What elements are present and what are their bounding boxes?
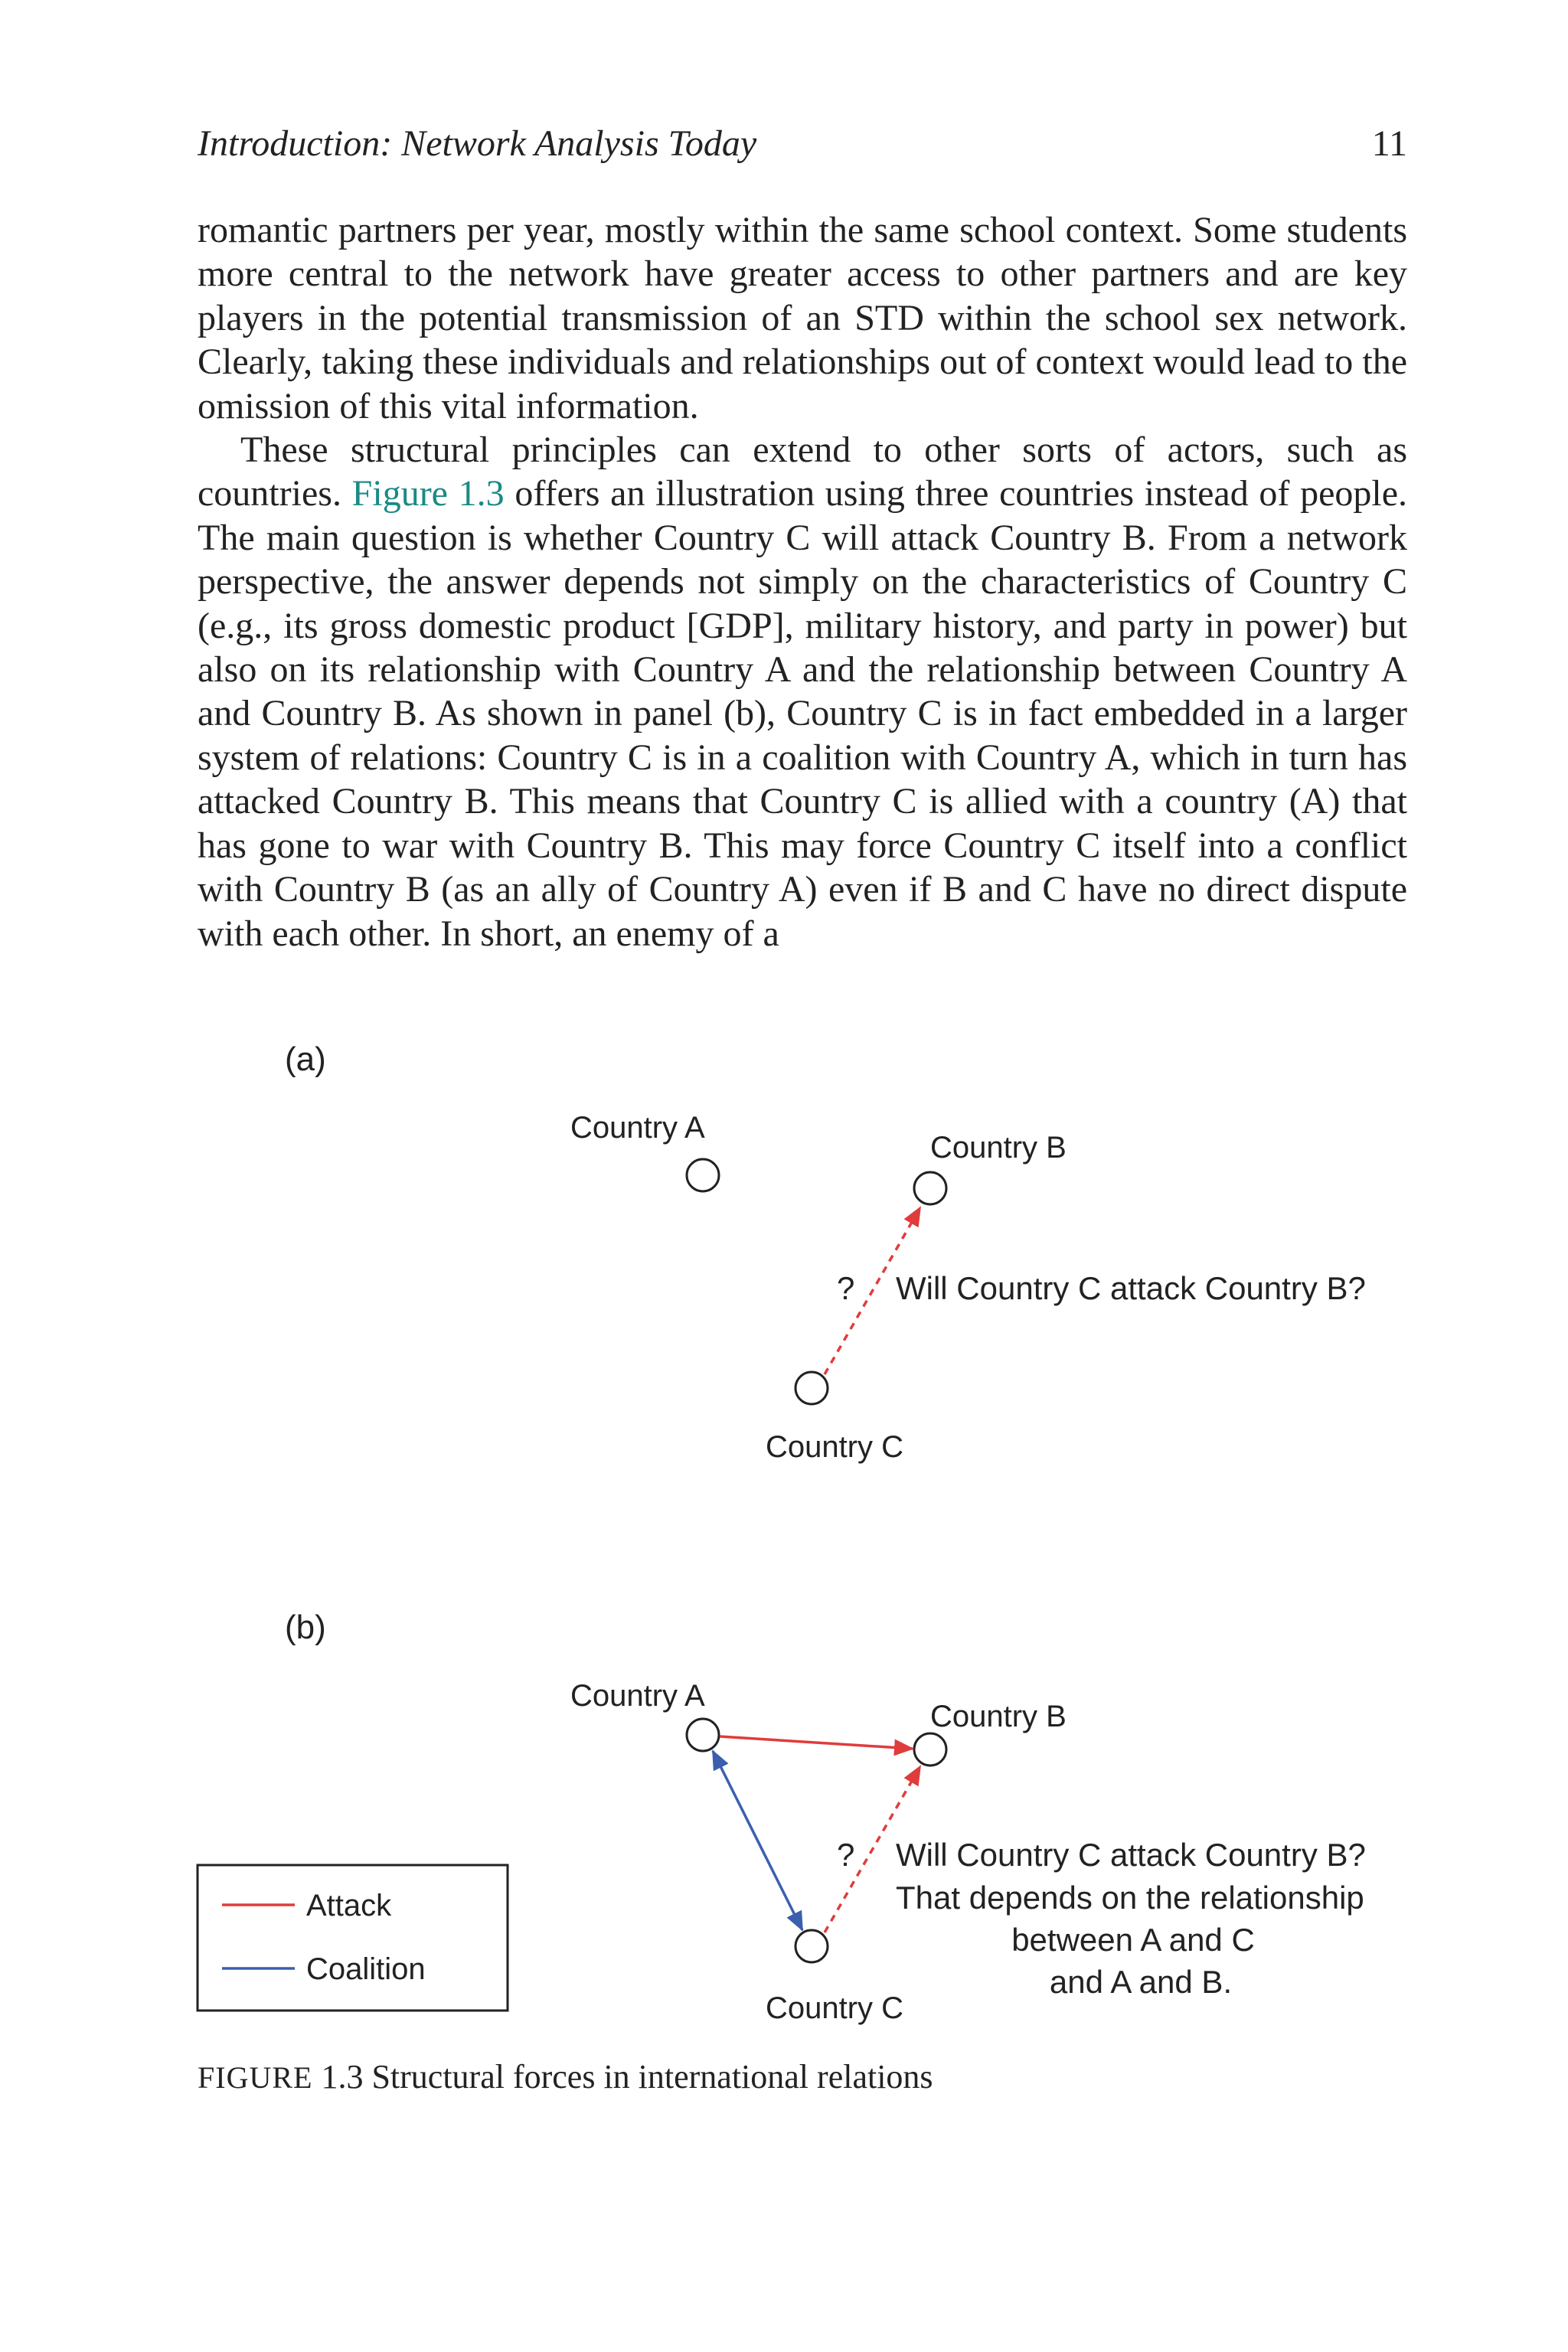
panel-b-node-c-label: Country C [766,1991,904,2025]
panel-a-node-b-label: Country B [930,1131,1067,1165]
panel-a-question-mark: ? [837,1270,855,1306]
panel-b-node-a-label: Country A [570,1679,705,1713]
legend-coalition-label: Coalition [306,1952,426,1986]
panel-b-node-a [687,1719,719,1751]
caption-label: FIGURE [198,2060,313,2095]
panel-a-node-a-label: Country A [570,1111,705,1145]
figure-caption [198,2052,1407,2102]
panel-b-attack-edge-a-to-b [720,1736,913,1749]
panel-a-question: Will Country C attack Country B? [896,1270,1366,1306]
paragraph-2-rest: offers an illustration using three countries instead of people. The main question is whether Country C will attack Country B. From a network perspective, the answer depends not simply on the characteristics of Country C (e.g., its gross domestic product [GDP], military history, and party in power) but also on its relationship with Country A and the relationship between Country A and Country B. As shown in panel (b), Country C is in fact embedded in a larger system of relations: Country C is in a coalition with Country A, which in turn has attacked Country B. This means that Country C is allied with a country (A) that has gone to war with Country B. This may force Country C itself into a conflict with Country B (as an ally of Country A) even if B and C have no direct dispute with each other. In short, an enemy of a [198,473,1408,954]
caption-number: 1.3 [321,2058,364,2096]
panel-b-coalition-edge-a-c [713,1751,802,1930]
panel-a-node-a [687,1159,719,1191]
page-number: 11 [1371,123,1407,164]
panel-a-label: (a) [285,1040,326,1078]
panel-a-node-b [914,1172,946,1204]
panel-b-node-b-label: Country B [930,1700,1067,1733]
paragraph-2-start: These structural principles can extend to other sorts of actors, such as countries. [198,430,1407,514]
caption-text: Structural forces in international relations [371,2058,933,2096]
panel-b-note-line-3: between A and C [1011,1922,1255,1958]
panel-b-question-mark: ? [837,1837,855,1873]
panel-b-note-line-1: Will Country C attack Country B? [896,1837,1366,1873]
panel-a-node-c [795,1372,828,1404]
legend-attack-label: Attack [306,1889,392,1922]
panel-b-note-line-2: That depends on the relationship [896,1880,1364,1916]
legend-box [198,1865,508,2011]
panel-b-node-b [914,1733,946,1766]
panel-b-note-line-4: and A and B. [1049,1964,1233,2000]
running-head-title: Introduction: Network Analysis Today [198,123,757,164]
figure-1-3-link[interactable]: Figure 1.3 [351,473,505,514]
legend [198,1865,508,2011]
panel-a-node-c-label: Country C [766,1430,904,1464]
panel-b-label: (b) [285,1609,326,1646]
paragraph-1: romantic partners per year, mostly within the same school context. Some students more central to the network have greater access to other partners and are key players in the potential transmission of an STD within the school sex network. Clearly, taking these individuals and relationships out of context would lead to the omission of this vital information. [198,210,1407,426]
panel-b-node-c [795,1930,828,1962]
